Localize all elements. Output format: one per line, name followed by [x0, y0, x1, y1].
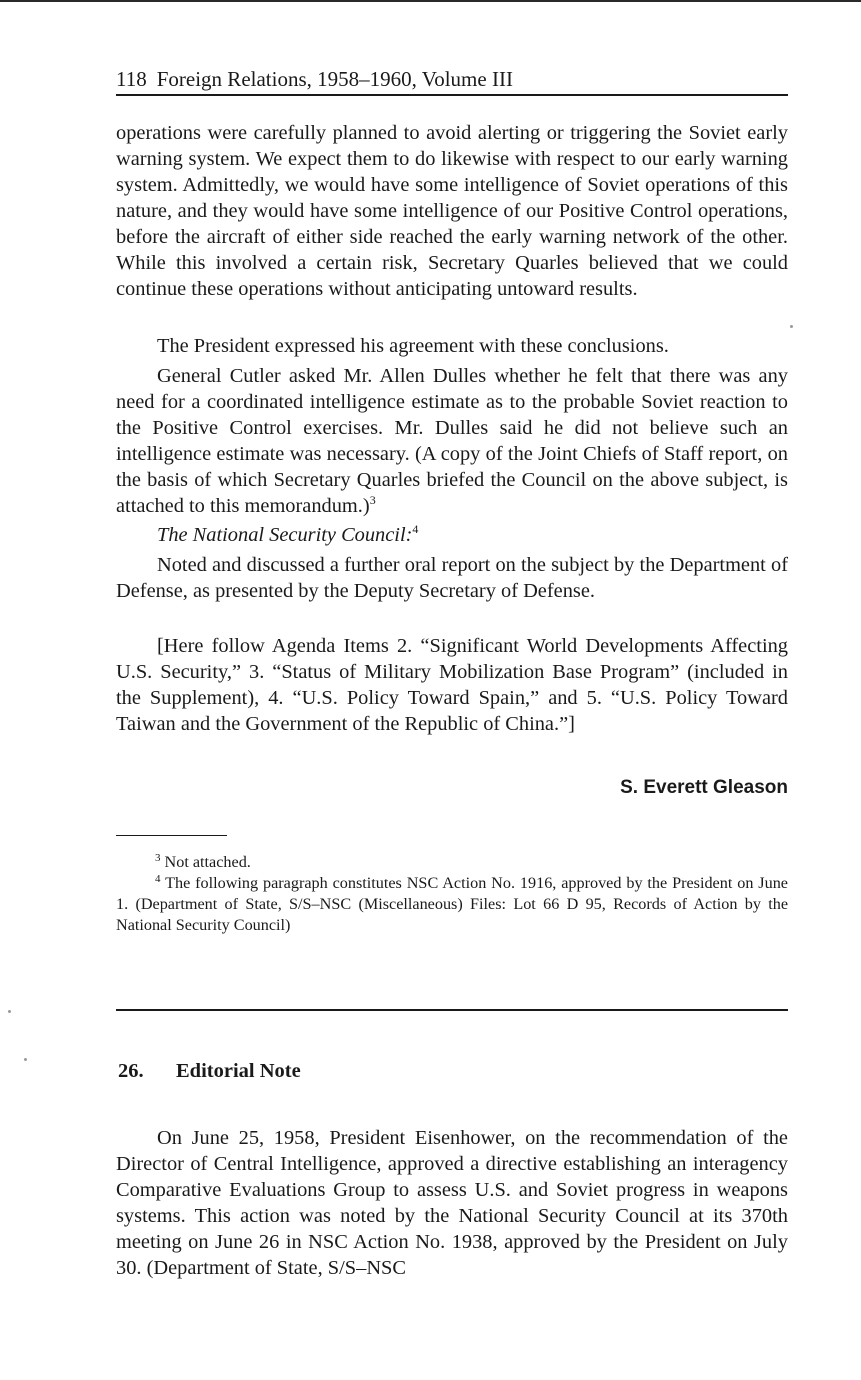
running-head — [116, 66, 788, 92]
scan-speck — [790, 325, 793, 328]
footnote-ref-4: 4 — [412, 522, 419, 536]
paragraph-agenda-items: [Here follow Agenda Items 2. “Significant World Developments Affecting U.S. Security,” 3. “Status of Military Mobilization Base Program” (included in the Supplement), 4. “U.S. Policy Toward Spain,” and 5. “U.S. Policy Toward Taiwan and the Government of the Republic of China.”] — [116, 635, 788, 735]
page-number: 118 — [116, 67, 147, 91]
nsc-label: The National Security Council: — [157, 524, 413, 546]
paragraph-cutler-dulles: General Cutler asked Mr. Allen Dulles whether he felt that there was any need for a coordinated intelligence estimate as to the probable Soviet reaction to the Positive Control exercises. Mr. Dulles said he did not believe such an intelligence estimate was necessary. (A copy of the Joint Chiefs of Staff report, on the basis of which Secretary Quarles briefed the Council on the above subject, is attached to this memorandum.)$^3$ — [116, 365, 788, 517]
scan-speck — [24, 1058, 27, 1061]
footnote-rule — [116, 835, 227, 836]
header-rule — [116, 94, 788, 96]
paragraph-editorial-note: On June 25, 1958, President Eisenhower, on the recommendation of the Director of Central Intelligence, approved a directive establishing an interagency Comparative Evaluations Group to assess U.S. and Soviet progress in weapons systems. This action was noted by the National Security Council at its 370th meeting on June 26 in NSC Action No. 1938, approved by the President on July 30. (Department of State, S/S–NSC — [116, 1127, 788, 1279]
nsc-label-paragraph — [116, 522, 788, 548]
publication-title: Foreign Relations, 1958–1960, Volume III — [156, 67, 513, 91]
page-top-edge — [0, 0, 861, 2]
section-title: Editorial Note — [176, 1060, 301, 1082]
section-divider — [116, 1009, 788, 1011]
footnote-3 — [116, 852, 788, 873]
footnote-4 — [116, 873, 788, 936]
signature: S. Everett Gleason — [620, 777, 788, 798]
section-heading — [118, 1058, 301, 1084]
section-number: 26. — [118, 1060, 144, 1082]
paragraph-nsc-action: Noted and discussed a further oral report on the subject by the Department of Defense, as presented by the Deputy Secretary of Defense. — [116, 554, 788, 602]
scan-speck — [8, 1010, 11, 1013]
footnote-text: The following paragraph constitutes NSC Action No. 1916, approved by the President on June 1. (Department of State, S/S–NSC (Miscellaneous) Files: Lot 66 D 95, Records of Action by the National Security Council) — [116, 874, 788, 934]
footnote-marker: 3 — [155, 852, 161, 864]
paragraph-president-agreement: The President expressed his agreement with these conclusions. — [157, 335, 669, 357]
paragraph-positive-control-operations: operations were carefully planned to avoid alerting or triggering the Soviet early warning system. We expect them to do likewise with respect to our early warning system. Admittedly, we would have some intelligence of Soviet operations of this nature, and they would have some intelligence of our Positive Control operations, before the aircraft of either side reached the early warning network of the other. While this involved a certain risk, Secretary Quarles believed that we could continue these operations without anticipating untoward results. — [116, 122, 788, 300]
footnote-text: Not attached. — [164, 853, 251, 871]
footnote-marker: 4 — [155, 873, 161, 885]
footnote-ref-3: 3 — [369, 493, 376, 507]
